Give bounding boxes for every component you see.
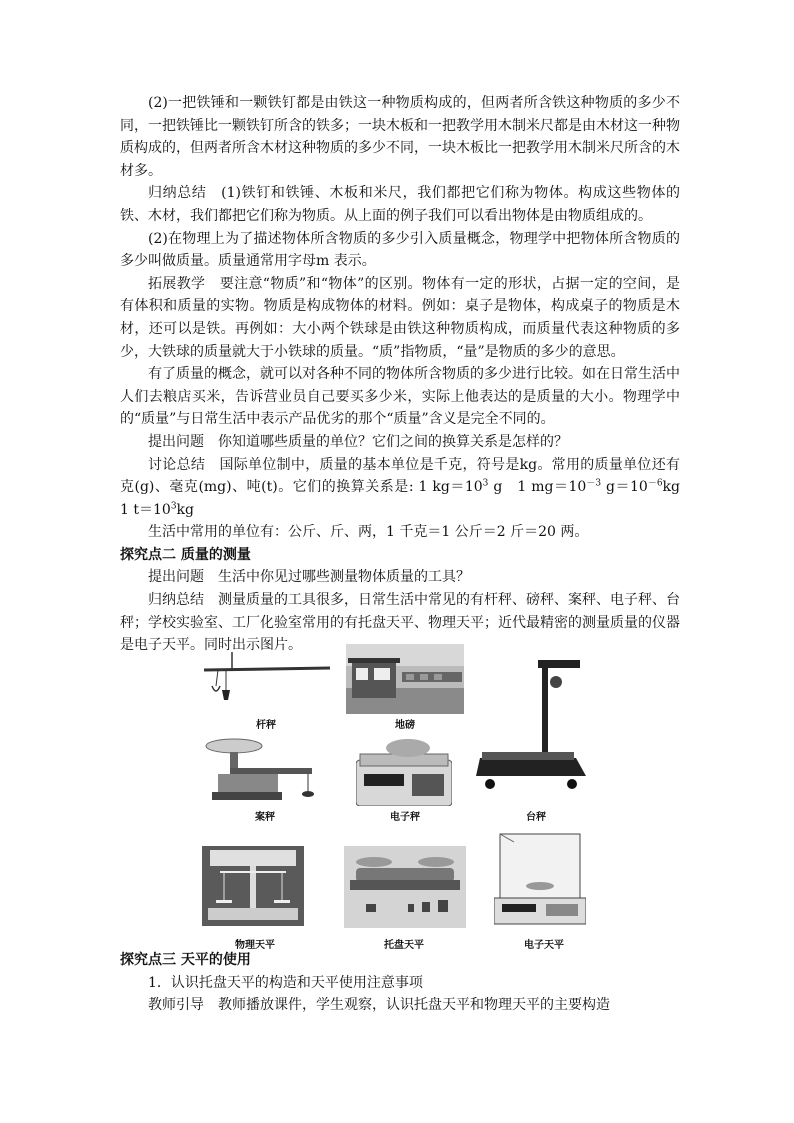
paragraph-units-conversion: 讨论总结 国际单位制中，质量的基本单位是千克，符号是kg。常用的质量单位还有克(g)、毫克(mg)、吨(t)。它们的换算关系是: 1 $kg=10^3$ g 1 $mg=10^{-3}$ $g=10^{-6}kg$ 1 $t=10^3kg$: [120, 456, 694, 518]
caption-tray-balance: 托盘天平: [384, 940, 424, 951]
electronic-scale-image: [356, 734, 452, 806]
counter-scale-image: [200, 736, 320, 806]
document-body-end: [120, 949, 680, 1017]
paragraph-iron-wood: (2)一把铁锤和一颗铁钉都是由铁这一种物质构成的，但两者所含铁这种物质的多少不同，一把铁锤比一颗铁钉所含的铁多；一块木板和一把教学用木制米尺都是由木材这一种物质构成的，但两者所含木材这种物质的多少不同，一块木板比一把教学用木制米尺所含的木材多。: [120, 95, 680, 179]
document-body: [120, 92, 694, 657]
caption-platform-scale: 台秤: [526, 812, 546, 823]
truck-scale-image: [346, 644, 464, 714]
physics-balance-image: [202, 846, 304, 926]
counter-scale-icon: [200, 736, 320, 806]
paragraph-summary-2: (2)在物理上为了描述物体所含物质的多少引入质量概念，物理学中把物体所含物质的多少叫做质量。质量通常用字母m 表示。: [120, 230, 680, 270]
caption-electronic-balance: 电子天平: [524, 940, 564, 951]
paragraph-comparison: 有了质量的概念，就可以对各种不同的物体所含物质的多少进行比较。如在日常生活中人们去粮店买米，告诉营业员自己要买多少米，实际上他表达的是质量的大小。物理学中的“质量”与日常生活中表示产品优劣的那个“质量”含义是完全不同的。: [120, 366, 680, 428]
section-heading-2: 探究点二 质量的测量: [120, 546, 251, 563]
physics-balance-icon: [202, 846, 304, 926]
paragraph-question-units: 提出问题 你知道哪些质量的单位？它们之间的换算关系是怎样的？: [148, 433, 568, 450]
section-heading-3: 探究点三 天平的使用: [120, 952, 251, 968]
paragraph-teacher-guide: 教师引导 教师播放课件，学生观察，认识托盘天平和物理天平的主要构造: [148, 997, 610, 1014]
paragraph-daily-units: 生活中常用的单位有：公斤、斤、两，1 千克＝1 公斤＝2 斤＝20 两。: [148, 524, 589, 541]
tray-balance-image: [344, 846, 466, 928]
tray-balance-icon: [344, 846, 466, 928]
caption-steelyard: 杆秤: [256, 720, 276, 731]
caption-physics-balance: 物理天平: [235, 940, 275, 951]
electronic-balance-icon: [494, 832, 586, 928]
mechanical-platform-scale-image: [476, 658, 590, 794]
caption-counter-scale: 案秤: [255, 812, 275, 823]
paragraph-question-tools: 提出问题 生活中你见过哪些测量物体质量的工具？: [148, 569, 470, 586]
paragraph-extension: 拓展教学 要注意“物质”和“物体”的区别。物体有一定的形状，占据一定的空间，是有体积和质量的实物。物质是构成物体的材料。例如：桌子是物体，构成桌子的物质是木材，还可以是铁。再例如：大小两个铁球是由铁这种物质构成，而质量代表这种物质的多少，大铁球的质量就大于小铁球的质量。“质”指物质，“量”是物质的多少的意思。: [120, 275, 680, 360]
caption-electronic-scale: 电子秤: [390, 812, 420, 823]
electronic-scale-icon: [356, 734, 452, 806]
paragraph-summary-1: 归纳总结 (1)铁钉和铁锤、木板和米尺，我们都把它们称为物体。构成这些物体的铁、木材，我们都把它们称为物质。从上面的例子我们可以看出物体是由物质组成的。: [120, 185, 680, 224]
paragraph-tools-summary: 归纳总结 测量质量的工具很多，日常生活中常见的有杆秤、磅秤、案秤、电子秤、台秤；学校实验室、工厂化验室常用的有托盘天平、物理天平；近代最精密的测量质量的仪器是电子天平。同时出示图片。: [120, 592, 680, 654]
truck-scale-icon: [346, 644, 464, 714]
subheading-1: 1．认识托盘天平的构造和天平使用注意事项: [148, 974, 423, 991]
steelyard-image: [200, 648, 332, 710]
steelyard-icon: [200, 648, 332, 710]
electronic-balance-image: [494, 832, 586, 928]
platform-scale-icon: [476, 658, 590, 794]
caption-truck-scale: 地磅: [395, 720, 415, 731]
